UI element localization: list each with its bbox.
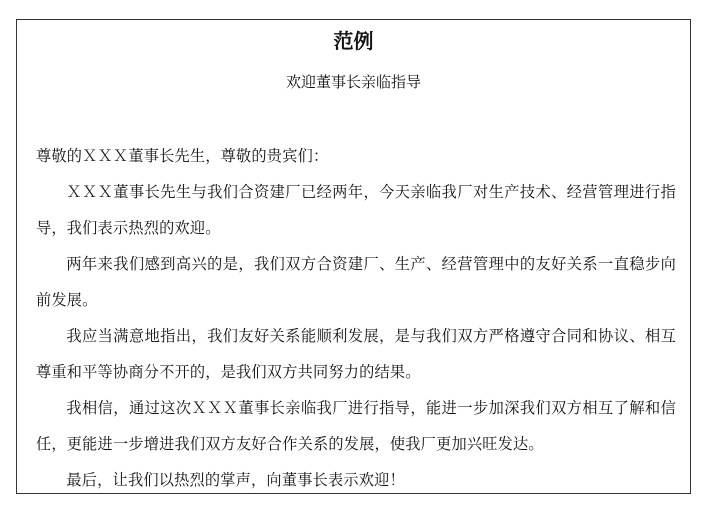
paragraph-2: 两年来我们感到高兴的是，我们双方合资建厂、生产、经营管理中的友好关系一直稳步向前发展。 <box>36 255 676 309</box>
paragraph-3: 我应当满意地指出，我们友好关系能顺利发展，是与我们双方严格遵守合同和协议、相互尊重和平等协商分不开的，是我们双方共同努力的结果。 <box>36 327 676 381</box>
document-frame <box>16 19 691 494</box>
paragraph-4: 我相信，通过这次ＸＸＸ董事长亲临我厂进行指导，能进一步加深我们双方相互了解和信任，更能进一步增进我们双方友好合作关系的发展，使我厂更加兴旺发达。 <box>36 399 676 453</box>
salutation: 尊敬的ＸＸＸ董事长先生，尊敬的贵宾们： <box>36 147 329 165</box>
paragraph-5: 最后，让我们以热烈的掌声，向董事长表示欢迎！ <box>66 471 405 489</box>
document-body <box>36 138 676 498</box>
document-heading: 范例 <box>333 29 374 53</box>
paragraph-1: ＸＸＸ董事长先生与我们合资建厂已经两年，今天亲临我厂对生产技术、经营管理进行指导，我们表示热烈的欢迎。 <box>36 183 676 237</box>
document-subtitle: 欢迎董事长亲临指导 <box>285 73 421 91</box>
